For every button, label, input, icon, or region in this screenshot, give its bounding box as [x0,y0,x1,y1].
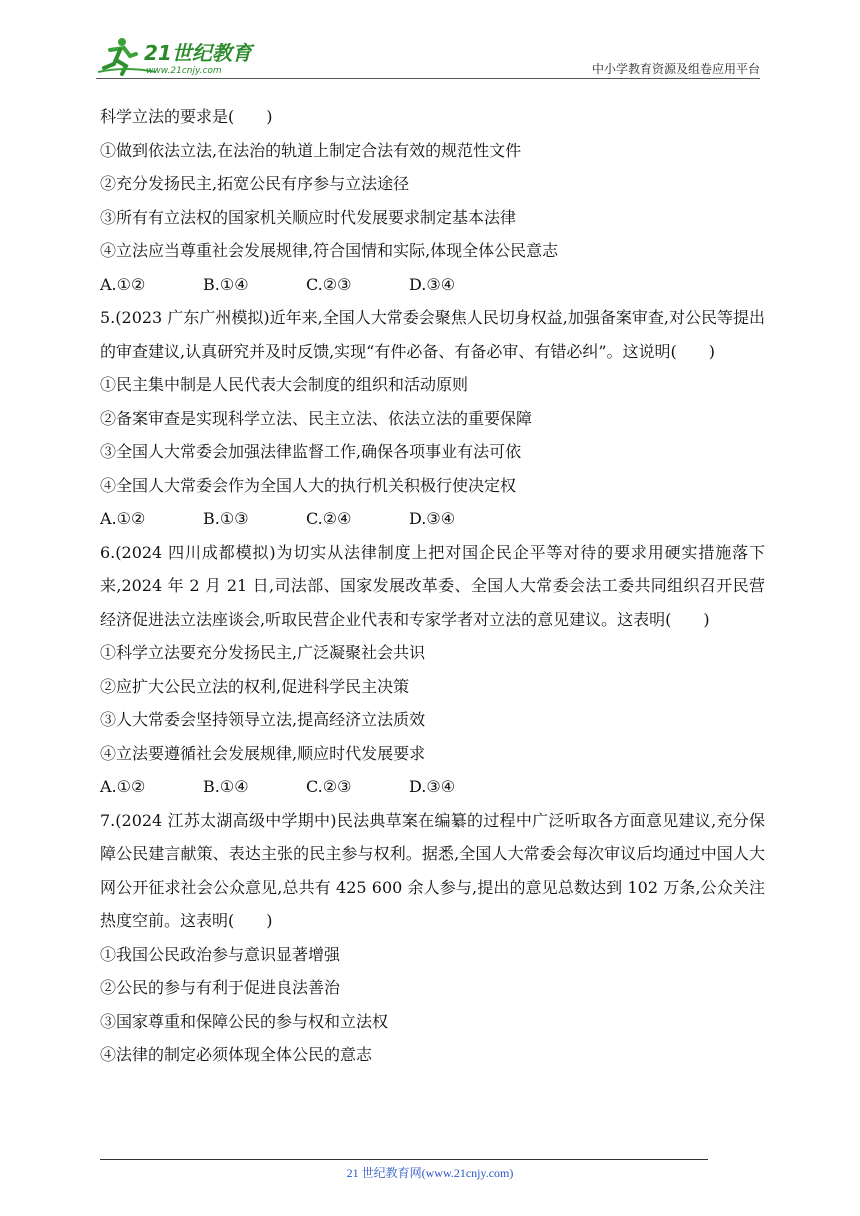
page-header [96,36,760,80]
question-4-stem-tail: 科学立法的要求是( ) [100,107,273,126]
logo [96,36,266,78]
document-body [100,100,765,1072]
question-7-item-1: ①我国公民政治参与意识显著增强 [100,944,341,964]
question-6-item-3: ③人大常委会坚持领导立法,提高经济立法质效 [100,710,426,729]
question-5-item-4: ④全国人大常委会作为全国人大的执行机关积极行使决定权 [100,475,517,495]
option-c: C.②④ [306,509,352,528]
footer-link[interactable]: 21 世纪教育网(www.21cnjy.com) [346,1166,514,1180]
question-5-item-1: ①民主集中制是人民代表大会制度的组织和活动原则 [100,375,469,394]
header-divider [96,78,760,79]
option-c: C.②③ [306,274,352,294]
option-d: D.③④ [409,777,456,796]
option-b: B.①④ [203,274,249,294]
option-b: B.①④ [203,777,249,796]
question-6-stem: 6.(2024 四川成都模拟)为切实从法律制度上把对国企民企平等对待的要求用硬实措施落下来,2024 年 2 月 21 日,司法部、国家发展改革委、全国人大常委会法工委共同组织召开民营经济促进法立法座谈会,听取民营企业代表和专家学者对立法的意见建议。这表明( ) [100,542,765,629]
question-6-item-2: ②应扩大公民立法的权利,促进科学民主决策 [100,676,410,696]
question-4-options [100,268,765,302]
question-4-item-4: ④立法应当尊重社会发展规律,符合国情和实际,体现全体公民意志 [100,241,559,260]
question-6-item-1: ①科学立法要充分发扬民主,广泛凝聚社会共识 [100,643,426,662]
question-6-options [100,770,765,804]
question-7-item-2: ②公民的参与有利于促进良法善治 [100,978,341,997]
platform-name: 中小学教育资源及组卷应用平台 [591,62,760,76]
option-a: A.①② [100,777,146,796]
question-5-item-3: ③全国人大常委会加强法律监督工作,确保各项事业有法可依 [100,442,522,461]
question-6-item-4: ④立法要遵循社会发展规律,顺应时代发展要求 [100,743,426,763]
question-7-stem: 7.(2024 江苏太湖高级中学期中)民法典草案在编纂的过程中广泛听取各方面意见建议,充分保障公民建言献策、表达主张的民主参与权利。据悉,全国人大常委会每次审议后均通过中国人大网公开征求社会公众意见,总共有 425 600 余人参与,提出的意见总数达到 102 万条,公众关注热度空前。这表明( ) [100,810,765,930]
option-b: B.①③ [203,509,249,528]
option-a: A.①② [100,274,146,294]
question-7-item-4: ④法律的制定必须体现全体公民的意志 [100,1045,373,1064]
question-4-item-3: ③所有有立法权的国家机关顺应时代发展要求制定基本法律 [100,207,517,227]
option-c: C.②③ [306,777,352,796]
question-5-stem: 5.(2023 广东广州模拟)近年来,全国人大常委会聚焦人民切身权益,加强备案审查,对公民等提出的审查建议,认真研究并及时反馈,实现“有件必备、有备必审、有错必纠”。这说明( ) [100,308,765,361]
option-d: D.③④ [409,274,456,294]
logo-url: www.21cnjy.com [146,66,222,76]
question-4-item-1: ①做到依法立法,在法治的轨道上制定合法有效的规范性文件 [100,140,522,160]
option-d: D.③④ [409,509,456,528]
footer-divider [100,1159,708,1160]
question-5-options [100,502,765,536]
question-5-item-2: ②备案审查是实现科学立法、民主立法、依法立法的重要保障 [100,408,533,428]
question-4-item-2: ②充分发扬民主,拓宽公民有序参与立法途径 [100,174,410,193]
question-7-item-3: ③国家尊重和保障公民的参与权和立法权 [100,1011,389,1031]
logo-text: 21世纪教育 [144,41,252,65]
option-a: A.①② [100,509,146,528]
